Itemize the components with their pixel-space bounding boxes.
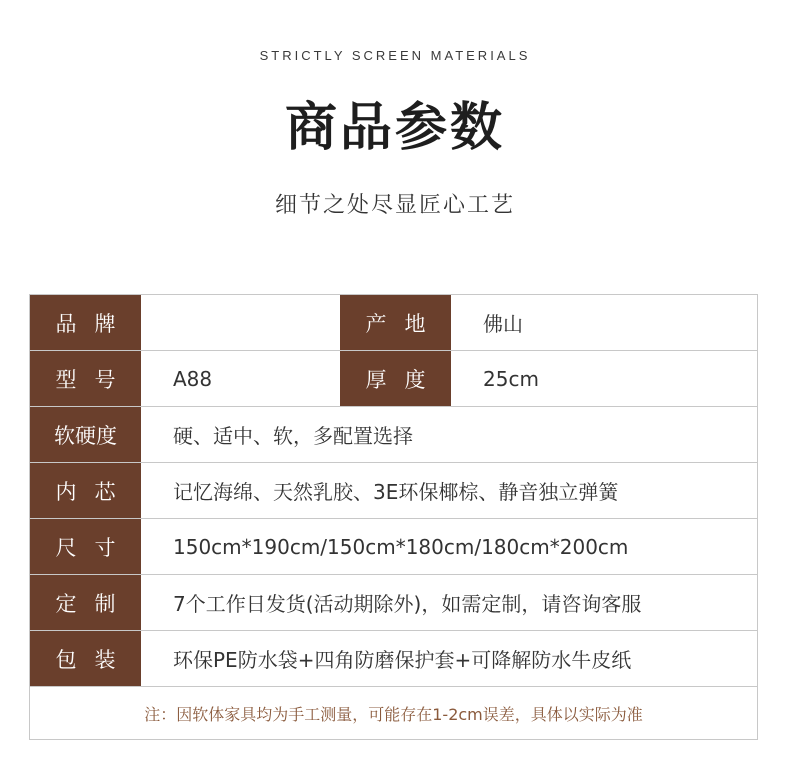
spec-row-custom	[30, 575, 757, 631]
spec-row-brand-origin	[30, 295, 757, 351]
measurement-note: 注：因软体家具均为手工测量，可能存在1-2cm误差，具体以实际为准	[144, 704, 643, 724]
spec-row-core	[30, 463, 757, 519]
firmness-label: 软硬度	[30, 407, 141, 462]
package-label: 包装	[30, 631, 141, 686]
spec-table	[29, 294, 758, 740]
page-title: 商品参数	[284, 98, 505, 158]
page-subtitle: 细节之处尽显匠心工艺	[274, 193, 515, 218]
model-value: A88	[173, 366, 213, 391]
spec-row-firmness	[30, 407, 757, 463]
model-label: 型号	[30, 351, 141, 406]
origin-value: 佛山	[483, 312, 523, 336]
core-value: 记忆海绵、天然乳胶、3E环保椰棕、静音独立弹簧	[173, 480, 619, 504]
custom-label: 定制	[30, 575, 141, 630]
firmness-value: 硬、适中、软，多配置选择	[173, 424, 413, 448]
section-eyebrow: STRICTLY SCREEN MATERIALS	[259, 48, 531, 63]
custom-value: 7个工作日发货(活动期除外)，如需定制，请咨询客服	[173, 592, 642, 616]
origin-label: 产地	[340, 295, 451, 350]
spec-row-model-thickness	[30, 351, 757, 407]
package-value: 环保PE防水袋+四角防磨保护套+可降解防水牛皮纸	[173, 648, 632, 672]
thickness-label: 厚度	[340, 351, 451, 406]
brand-label: 品牌	[30, 295, 141, 350]
thickness-value: 25cm	[483, 366, 539, 391]
core-label: 内芯	[30, 463, 141, 518]
spec-row-package	[30, 631, 757, 687]
size-label: 尺寸	[30, 519, 141, 574]
size-value: 150cm*190cm/150cm*180cm/180cm*200cm	[173, 534, 629, 559]
spec-row-size	[30, 519, 757, 575]
